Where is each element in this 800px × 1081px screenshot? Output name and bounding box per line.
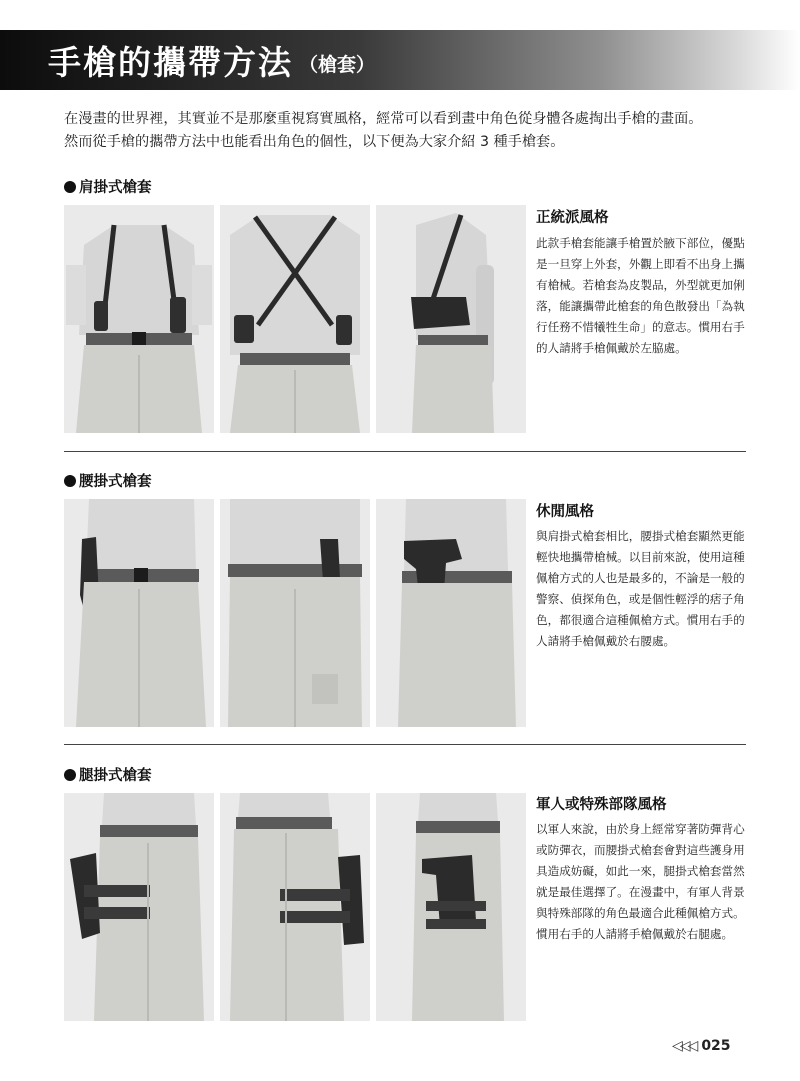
title-bar — [0, 30, 800, 90]
style-title-casual: 休閒風格 — [536, 504, 594, 520]
photo-waist-back — [220, 499, 370, 727]
section-heading-leg — [64, 764, 152, 785]
section-heading-text: 腰掛式槍套 — [79, 474, 152, 490]
style-desc-military: 以軍人來說，由於身上經常穿著防彈背心或防彈衣，而腰掛式槍套會對這些護身用具造成妨礙，如此一來，腿掛式槍套當然就是最佳選擇了。在漫畫中，有軍人背景與特殊部隊的角色最適合此種佩槍方式。慣用右手的人請將手槍佩戴於右腿處。 — [536, 822, 745, 941]
section-heading-text: 肩掛式槍套 — [79, 180, 152, 196]
page-number — [672, 1038, 731, 1054]
photo-waist-front — [64, 499, 214, 727]
bullet-icon — [64, 475, 76, 487]
photo-waist-side — [376, 499, 526, 727]
section-heading-shoulder — [64, 176, 152, 197]
intro-paragraph — [64, 108, 764, 154]
page-number-text: 025 — [701, 1038, 731, 1054]
intro-line-2: 然而從手槍的攜帶方法中也能看出角色的個性，以下便為大家介紹 3 種手槍套。 — [64, 134, 565, 150]
back-arrows-icon: ◁◁◁ — [672, 1038, 696, 1054]
bullet-icon — [64, 181, 76, 193]
photo-shoulder-front — [64, 205, 214, 433]
page-subtitle: （槍套） — [299, 53, 376, 76]
bullet-icon — [64, 769, 76, 781]
photo-shoulder-side — [376, 205, 526, 433]
page-title: 手槍的攜帶方法 — [48, 42, 293, 82]
style-desc-orthodox: 此款手槍套能讓手槍置於腋下部位，優點是一旦穿上外套，外觀上即看不出身上攜有槍械。若槍套為皮製品，外型就更加俐落，能讓攜帶此槍套的角色散發出「為執行任務不惜犧牲生命」的意志。慣用右手的人請將手槍佩戴於左脇處。 — [536, 236, 745, 355]
section-heading-text: 腿掛式槍套 — [79, 768, 152, 784]
section-heading-waist — [64, 470, 152, 491]
style-title-orthodox: 正統派風格 — [536, 210, 609, 226]
section-divider — [64, 744, 746, 745]
intro-line-1: 在漫畫的世界裡，其實並不是那麼重視寫實風格，經常可以看到畫中角色從身體各處掏出手槍的畫面。 — [64, 111, 703, 127]
photo-shoulder-back — [220, 205, 370, 433]
style-desc-casual: 與肩掛式槍套相比，腰掛式槍套顯然更能輕快地攜帶槍械。以目前來說，使用這種佩槍方式的人也是最多的，不論是一般的警察、偵探角色，或是個性輕浮的痞子角色，都很適合這種佩槍方式。慣用右手的人請將手槍佩戴於右腰處。 — [536, 529, 745, 648]
style-title-military: 軍人或特殊部隊風格 — [536, 797, 667, 813]
photo-leg-front — [64, 793, 214, 1021]
photo-leg-side — [376, 793, 526, 1021]
photo-leg-back — [220, 793, 370, 1021]
section-divider — [64, 451, 746, 452]
